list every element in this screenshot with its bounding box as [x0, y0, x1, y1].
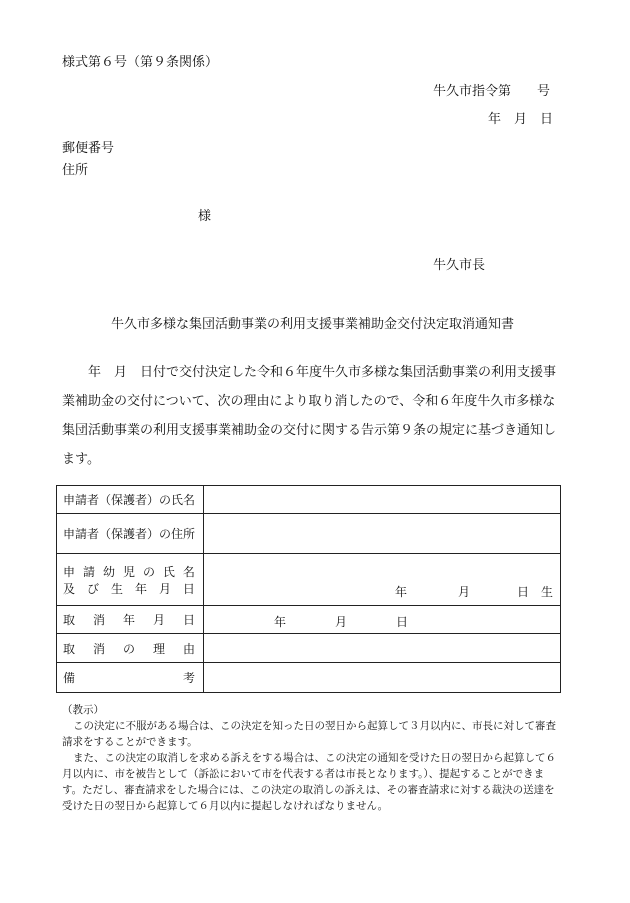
- child-name-birth-value[interactable]: [204, 554, 561, 606]
- notes-heading: （教示）: [62, 704, 104, 716]
- birth-day-mark: 日 生: [517, 585, 554, 599]
- form-number: 様式第６号（第９条関係）: [62, 55, 219, 70]
- cancel-year-mark: 年: [274, 615, 287, 629]
- notes-paragraph-2: また、この決定の取消しを求める訴えをする場合は、この決定の通知を受けた日の翌日から起算して６月以内に、市を被告として（訴訟において市を代表する者は市長となります。）、提起することができます。ただし、審査請求をした場合には、この決定の取消しの訴えは、その審査請求に対する裁決の送達を受けた日の翌日から起算して６月以内に提起しなければなりません。: [62, 752, 556, 812]
- table-row: [57, 486, 561, 514]
- child-name-birth-label: [57, 554, 204, 606]
- cancel-reason-value[interactable]: [204, 634, 561, 663]
- table-row: [57, 663, 561, 693]
- table-row: [57, 606, 561, 634]
- cancel-day-mark: 日: [396, 615, 409, 629]
- notice-body: 年 月 日付で交付決定した令和６年度牛久市多様な集団活動事業の利用支援事業補助金の交付について、次の理由により取り消したので、令和６年度牛久市多様な集団活動事業の利用支援事業補助金の交付に関する告示第９条の規定に基づき通知します。: [62, 365, 557, 467]
- details-table: [56, 485, 561, 693]
- table-row: [57, 634, 561, 663]
- issue-date: 年 月 日: [488, 112, 554, 127]
- reference-number: 牛久市指令第 号: [433, 84, 551, 99]
- recipient-honorific: 様: [198, 209, 212, 224]
- applicant-address-value[interactable]: [204, 514, 561, 554]
- table-row: [57, 554, 561, 606]
- birth-month-mark: 月: [458, 585, 471, 599]
- child-label-line1: 申 請 幼 児 の 氏 名: [63, 564, 195, 579]
- table-row: [57, 514, 561, 554]
- child-label-line2: 及 び 生 年 月 日: [63, 581, 195, 596]
- remarks-value[interactable]: [204, 663, 561, 693]
- document-title: 牛久市多様な集団活動事業の利用支援事業補助金交付決定取消通知書: [111, 317, 515, 332]
- notes-paragraph-1: この決定に不服がある場合は、この決定を知った日の翌日から起算して３月以内に、市長に対して審査請求をすることができます。: [62, 720, 556, 748]
- cancel-reason-label: 取 消 の 理 由: [57, 634, 204, 663]
- postal-code-label: 郵便番号: [62, 141, 115, 156]
- address-label: 住所: [62, 163, 89, 178]
- birth-year-mark: 年: [395, 585, 408, 599]
- instruction-notes: [62, 702, 562, 814]
- sender-name: 牛久市長: [433, 258, 486, 273]
- remarks-label: 備 考: [57, 663, 204, 693]
- applicant-address-label: 申請者（保護者）の住所: [57, 514, 204, 554]
- cancel-month-mark: 月: [335, 615, 348, 629]
- applicant-name-label: 申請者（保護者）の氏名: [57, 486, 204, 514]
- cancel-date-value[interactable]: [204, 606, 561, 634]
- cancel-date-label: 取 消 年 月 日: [57, 606, 204, 634]
- applicant-name-value[interactable]: [204, 486, 561, 514]
